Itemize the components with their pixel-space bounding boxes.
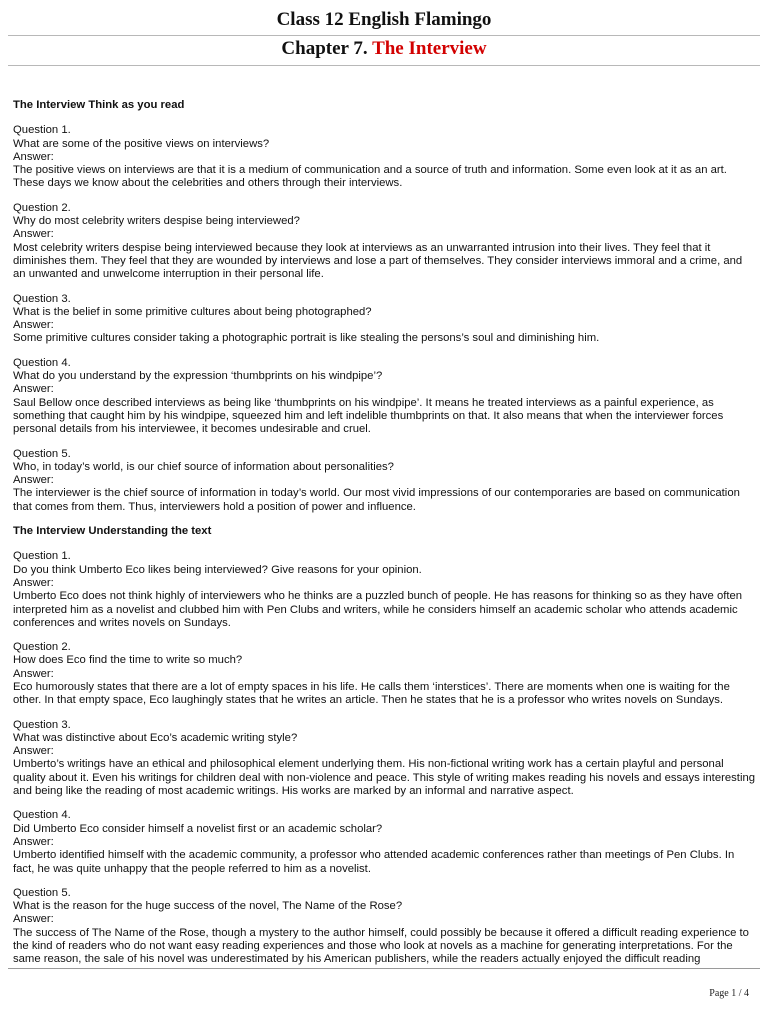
answer-label: Answer: — [13, 667, 54, 680]
header-divider — [8, 65, 760, 66]
answer-label: Answer: — [13, 383, 54, 396]
section-heading: The Interview Think as you read — [13, 99, 185, 111]
question-label: Question 1. — [13, 124, 71, 137]
document-body — [13, 99, 757, 978]
answer-label: Answer: — [13, 745, 54, 758]
document-title: Class 12 English Flamingo — [276, 9, 492, 30]
answer-label: Answer: — [13, 228, 54, 241]
question-block — [13, 809, 757, 875]
question-block — [13, 719, 757, 799]
chapter-name: The Interview — [372, 38, 487, 59]
question-text: Why do most celebrity writers despise being interviewed? — [13, 215, 300, 228]
footer-divider — [8, 968, 760, 969]
answer-text: Umberto Eco does not think highly of interviewers who he thinks are a puzzled bunch of people. He has reasons for thinking so as they have often interpreted him as a novelist and clubbed him with Pen Clubs and writers, while he considers himself an academic scholar who attends academic conferences and writes novels on Sundays. — [13, 590, 743, 629]
answer-label: Answer: — [13, 913, 54, 926]
question-text: What do you understand by the expression ‘thumbprints on his windpipe’? — [13, 370, 383, 383]
question-label: Question 4. — [13, 356, 71, 369]
answer-text: Umberto identified himself with the academic community, a professor who attended academic conferences rather than meetings of Pen Clubs. In fact, he was quite unhappy that the people referred to him as a novelist. — [13, 849, 735, 875]
question-text: Who, in today’s world, is our chief source of information about personalities? — [13, 460, 394, 473]
answer-label: Answer: — [13, 835, 54, 848]
question-label: Question 3. — [13, 292, 71, 305]
question-label: Question 1. — [13, 550, 71, 563]
header-divider — [8, 35, 760, 36]
answer-text: The interviewer is the chief source of information in today’s world. Our most vivid impressions of our contemporaries are based on communication that comes from them. Thus, interviewers hold a position of power and influence. — [13, 487, 740, 513]
question-block — [13, 550, 757, 630]
answer-label: Answer: — [13, 576, 54, 589]
question-block — [13, 293, 757, 346]
question-label: Question 5. — [13, 886, 71, 899]
section-heading: The Interview Understanding the text — [13, 525, 212, 538]
answer-text: The positive views on interviews are that it is a medium of communication and a source of truth and information. Some even look at it as an art. These days we know about the celebrities and others through their interviews. — [13, 164, 727, 190]
answer-text: Saul Bellow once described interviews as being like ‘thumbprints on his windpipe’. It means he treated interviews as a painful experience, as something that caught him by his windpipe, squeezed him and left indelible thumbprints on that. It also means that when the interviewer forces personal details from his interviewee, it becomes undesirable and cruel. — [13, 396, 724, 436]
question-label: Question 2. — [13, 201, 71, 214]
question-block — [13, 641, 757, 707]
question-block — [13, 887, 757, 967]
answer-label: Answer: — [13, 474, 54, 487]
answer-text: Umberto’s writings have an ethical and philosophical element underlying them. His non-fictional writing work has a certain playful and personal quality about it. Even his writings for children deal with non-violence and peace. This style of writing makes reading his novels and essays interesting and being like the reading of most academic writings. His works are marked by an informal and narrative aspect. — [13, 758, 756, 798]
answer-text: Most celebrity writers despise being interviewed because they look at interviews as an unwarranted intrusion into their lives. They feel that it diminishes them. They feel that they are wounded by interviews and lose a part of themselves. They consider interviews immoral and a crime, and an unwanted and unwelcome interruption in their personal life. — [13, 241, 743, 281]
question-label: Question 5. — [13, 447, 71, 460]
question-block — [13, 448, 757, 514]
question-block — [13, 124, 757, 190]
question-label: Question 2. — [13, 641, 71, 654]
question-text: Did Umberto Eco consider himself a novelist first or an academic scholar? — [13, 822, 383, 835]
question-label: Question 4. — [13, 809, 71, 822]
page-number: Page 1 / 4 — [709, 988, 749, 999]
question-text: What is the reason for the huge success of the novel, The Name of the Rose? — [13, 900, 403, 913]
question-text: What are some of the positive views on interviews? — [13, 137, 270, 150]
answer-label: Answer: — [13, 150, 54, 163]
question-block — [13, 202, 757, 282]
chapter-prefix: Chapter 7. — [281, 38, 368, 59]
question-text: What was distinctive about Eco’s academic writing style? — [13, 731, 298, 744]
question-text: Do you think Umberto Eco likes being interviewed? Give reasons for your opinion. — [13, 563, 422, 576]
chapter-title — [0, 38, 768, 60]
answer-text: Some primitive cultures consider taking a photographic portrait is like stealing the persons’s soul and diminishing him. — [13, 332, 600, 345]
question-block — [13, 357, 757, 437]
answer-text: The success of The Name of the Rose, though a mystery to the author himself, could possibly be because it offered a difficult reading experience to the kind of readers who do not want easy reading experiences and those who look at novels as a machine for generating interpretations. For the same reason, the sale of his novel was underestimated by his American publishers, while the readers actually enjoyed the difficult reading — [13, 926, 749, 966]
answer-text: Eco humorously states that there are a lot of empty spaces in his life. He calls them ‘interstices’. There are moments when one is waiting for the other. In that empty space, Eco laughingly states that he writes an article. Then he states that he is a professor who writes novels on Sundays. — [13, 680, 730, 707]
answer-label: Answer: — [13, 319, 54, 332]
question-text: How does Eco find the time to write so much? — [13, 654, 243, 667]
question-label: Question 3. — [13, 718, 71, 731]
question-text: What is the belief in some primitive cultures about being photographed? — [13, 305, 372, 318]
